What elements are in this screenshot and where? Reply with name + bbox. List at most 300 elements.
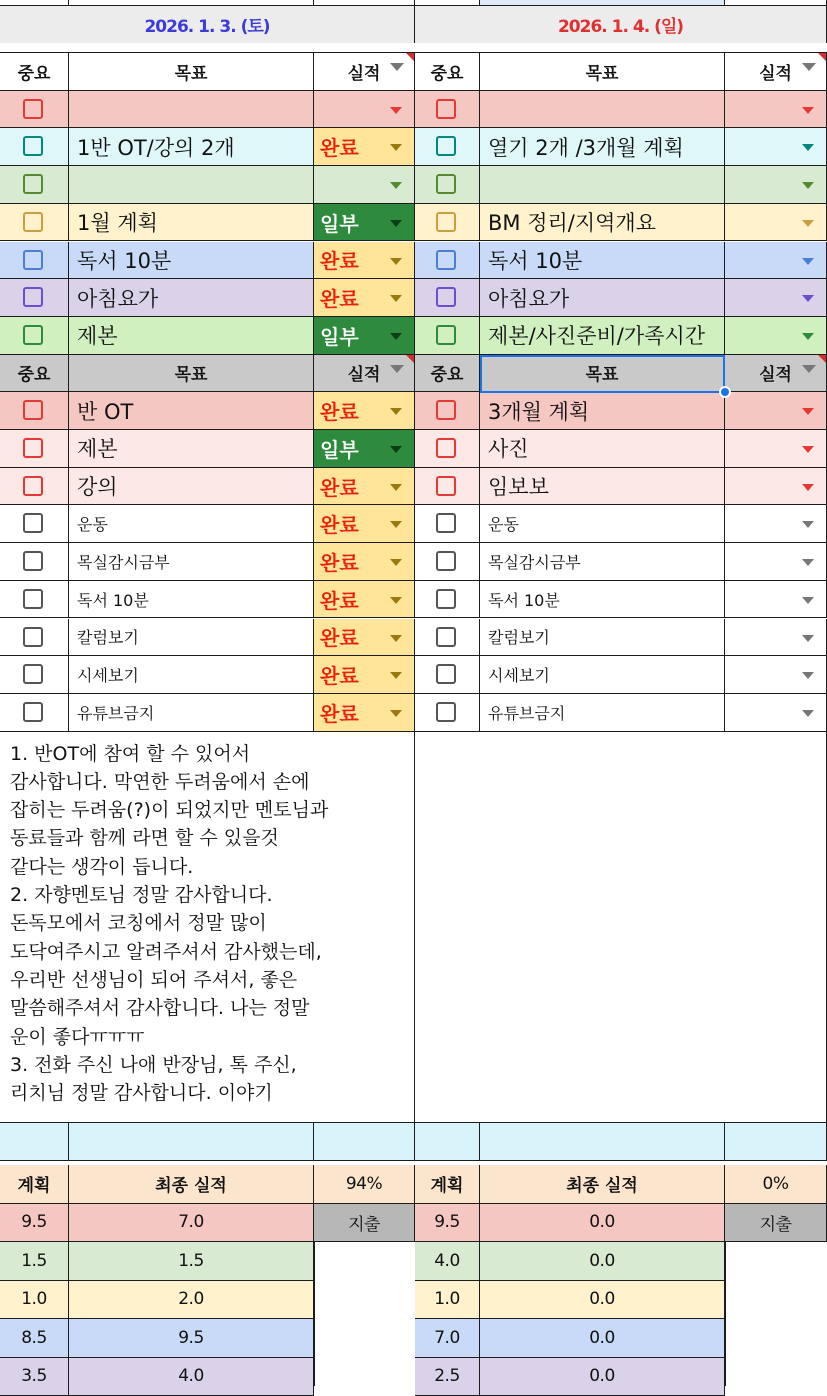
date-header-sun[interactable] <box>415 6 827 44</box>
section1-goal-header-left[interactable] <box>69 53 314 91</box>
goal-text: 제본 <box>77 320 118 350</box>
summary-plan-cell[interactable] <box>415 1242 480 1281</box>
section1-goal-cell[interactable] <box>69 242 314 280</box>
header-label: 목표 <box>175 360 208 385</box>
note-line: 잡히는 두려움(?)이 되었지만 멘토님과 <box>10 796 328 824</box>
note-line: 도닥여주시고 알려주셔서 감사했는데, <box>10 938 328 966</box>
dropdown-arrow-icon[interactable] <box>390 258 402 265</box>
dropdown-arrow-icon[interactable] <box>802 408 814 415</box>
plan-value: 4.0 <box>434 1251 460 1271</box>
summary-plan-cell[interactable] <box>0 1358 69 1396</box>
checkbox-icon[interactable] <box>23 400 43 420</box>
dropdown-arrow-icon[interactable] <box>802 446 814 453</box>
checkbox-icon[interactable] <box>436 589 456 609</box>
summary-plan-cell[interactable] <box>0 1281 69 1320</box>
section1-result-dropdown[interactable] <box>314 91 415 129</box>
checkbox-icon[interactable] <box>436 250 456 270</box>
dropdown-arrow-icon[interactable] <box>390 710 402 717</box>
final-value: 0.0 <box>589 1328 615 1348</box>
date-header-sat[interactable] <box>0 6 415 44</box>
dropdown-arrow-icon[interactable] <box>802 144 814 151</box>
section2-goal-cell[interactable] <box>69 656 314 694</box>
comment-marker-icon <box>818 355 826 363</box>
goal-text: 시세보기 <box>488 663 550 686</box>
section1-result-dropdown[interactable] <box>725 128 827 166</box>
section2-goal-cell[interactable] <box>69 619 314 657</box>
result-chip: 완료 <box>320 660 359 689</box>
plan-value: 2.5 <box>434 1366 460 1386</box>
result-chip: 완료 <box>320 622 359 651</box>
section1-goal-cell[interactable] <box>69 128 314 166</box>
checkbox-icon[interactable] <box>436 702 456 722</box>
dropdown-arrow-icon[interactable] <box>390 559 402 566</box>
result-chip: 완료 <box>320 472 359 501</box>
section2-importance-cell[interactable] <box>0 392 69 430</box>
summary-final-cell[interactable] <box>69 1242 314 1281</box>
checkbox-icon[interactable] <box>436 325 456 345</box>
section2-goal-cell[interactable] <box>480 619 725 657</box>
header-label: 실적 <box>759 360 792 385</box>
result-chip: 완료 <box>320 245 359 274</box>
summary-blank-left <box>314 1242 414 1386</box>
plan-value: 3.5 <box>21 1366 47 1386</box>
section2-goal-cell[interactable] <box>69 468 314 506</box>
final-value: 0.0 <box>589 1289 615 1309</box>
dropdown-arrow-icon[interactable] <box>390 182 402 189</box>
section2-result-dropdown[interactable] <box>725 656 827 694</box>
goal-text: 제본/사진준비/가족시간 <box>488 320 705 350</box>
section2-result-dropdown[interactable] <box>314 619 415 657</box>
header-label: 중요 <box>18 59 51 84</box>
dropdown-arrow-icon[interactable] <box>802 597 814 604</box>
section2-result-header-right[interactable] <box>725 355 827 393</box>
section2-result-dropdown[interactable] <box>725 694 827 732</box>
checkbox-icon[interactable] <box>436 664 456 684</box>
header-label: 목표 <box>586 59 619 84</box>
summary-final-cell[interactable] <box>69 1319 314 1358</box>
section2-goal-cell[interactable] <box>480 656 725 694</box>
header-label: 목표 <box>175 59 208 84</box>
goal-text: 운동 <box>488 512 519 535</box>
checkbox-icon[interactable] <box>23 287 43 307</box>
section1-importance-header-right[interactable] <box>415 53 480 91</box>
checkbox-icon[interactable] <box>23 702 43 722</box>
section1-importance-cell[interactable] <box>415 166 480 204</box>
checkbox-icon[interactable] <box>436 99 456 119</box>
summary-percent-right[interactable] <box>725 1165 827 1204</box>
goal-text: 유튜브금지 <box>488 701 565 724</box>
section2-goal-header-left[interactable] <box>69 355 314 393</box>
header-label: 중요 <box>431 360 464 385</box>
summary-final-cell[interactable] <box>480 1204 725 1243</box>
goal-text: 독서 10분 <box>488 245 582 275</box>
section2-result-dropdown[interactable] <box>314 430 415 468</box>
section1-goal-cell[interactable] <box>69 279 314 317</box>
dropdown-arrow-icon[interactable] <box>802 710 814 717</box>
section2-importance-cell[interactable] <box>415 505 480 543</box>
checkbox-icon[interactable] <box>23 99 43 119</box>
section2-importance-cell[interactable] <box>415 543 480 581</box>
section1-goal-cell[interactable] <box>480 166 725 204</box>
summary-final-header-right[interactable] <box>480 1165 725 1204</box>
dropdown-arrow-icon[interactable] <box>802 220 814 227</box>
section2-importance-cell[interactable] <box>415 468 480 506</box>
result-chip: 완료 <box>320 698 359 727</box>
checkbox-icon[interactable] <box>23 476 43 496</box>
dropdown-arrow-icon[interactable] <box>802 672 814 679</box>
summary-percent-left[interactable] <box>314 1165 415 1204</box>
checkbox-icon[interactable] <box>436 212 456 232</box>
section2-result-dropdown[interactable] <box>725 543 827 581</box>
summary-plan-header-left[interactable] <box>0 1165 69 1204</box>
goal-text: BM 정리/지역개요 <box>488 207 656 237</box>
comment-marker-icon <box>818 53 826 61</box>
checkbox-icon[interactable] <box>23 136 43 156</box>
section2-result-dropdown[interactable] <box>314 505 415 543</box>
section1-importance-cell[interactable] <box>0 128 69 166</box>
summary-plan-cell[interactable] <box>415 1204 480 1243</box>
summary-plan-cell[interactable] <box>0 1204 69 1243</box>
checkbox-icon[interactable] <box>436 627 456 647</box>
section2-goal-cell[interactable] <box>69 392 314 430</box>
result-chip: 일부 <box>320 208 359 237</box>
section2-importance-cell[interactable] <box>0 656 69 694</box>
result-chip: 일부 <box>320 321 359 350</box>
section1-goal-cell[interactable] <box>480 204 725 242</box>
summary-blank-right <box>725 1242 826 1386</box>
section2-goal-cell[interactable] <box>480 505 725 543</box>
section2-importance-cell[interactable] <box>415 619 480 657</box>
goal-text: 반 OT <box>77 396 133 426</box>
section1-result-header-right[interactable] <box>725 53 827 91</box>
checkbox-icon[interactable] <box>23 664 43 684</box>
section2-importance-header-left[interactable] <box>0 355 69 393</box>
dropdown-arrow-icon[interactable] <box>390 446 402 453</box>
header-label: 최종 실적 <box>566 1171 638 1196</box>
section2-importance-cell[interactable] <box>415 694 480 732</box>
section1-importance-cell[interactable] <box>415 279 480 317</box>
checkbox-icon[interactable] <box>436 551 456 571</box>
goal-text: 유튜브금지 <box>77 701 154 724</box>
section1-importance-cell[interactable] <box>415 242 480 280</box>
note-line: 2. 자향멘토님 정말 감사합니다. <box>10 881 328 909</box>
section1-goal-cell[interactable] <box>480 242 725 280</box>
section2-result-dropdown[interactable] <box>314 468 415 506</box>
summary-plan-cell[interactable] <box>415 1319 480 1358</box>
note-line: 1. 반OT에 참여 할 수 있어서 <box>10 740 328 768</box>
checkbox-icon[interactable] <box>23 325 43 345</box>
section2-result-dropdown[interactable] <box>314 543 415 581</box>
section1-result-dropdown[interactable] <box>725 204 827 242</box>
dropdown-arrow-icon[interactable] <box>390 144 402 151</box>
dropdown-arrow-icon[interactable] <box>802 333 814 340</box>
summary-plan-cell[interactable] <box>0 1242 69 1281</box>
section2-importance-cell[interactable] <box>415 581 480 619</box>
section2-result-dropdown[interactable] <box>314 392 415 430</box>
section1-result-dropdown[interactable] <box>725 166 827 204</box>
header-label: 실적 <box>759 59 792 84</box>
dropdown-arrow-icon[interactable] <box>390 295 402 302</box>
summary-final-cell[interactable] <box>480 1281 725 1320</box>
filter-dropdown-icon[interactable] <box>802 63 816 71</box>
goal-text: 독서 10분 <box>77 588 149 611</box>
section1-result-dropdown[interactable] <box>314 279 415 317</box>
section1-goal-cell[interactable] <box>480 91 725 129</box>
goal-text: 임보보 <box>488 471 549 501</box>
dropdown-arrow-icon[interactable] <box>390 408 402 415</box>
section1-result-dropdown[interactable] <box>314 166 415 204</box>
filter-dropdown-icon[interactable] <box>390 365 404 373</box>
gratitude-notes-left[interactable] <box>0 732 415 1123</box>
section1-importance-cell[interactable] <box>415 317 480 355</box>
dropdown-arrow-icon[interactable] <box>390 220 402 227</box>
plan-value: 9.5 <box>434 1212 460 1232</box>
section2-importance-cell[interactable] <box>415 430 480 468</box>
dropdown-arrow-icon[interactable] <box>390 672 402 679</box>
section1-importance-cell[interactable] <box>415 204 480 242</box>
filter-dropdown-icon[interactable] <box>390 63 404 71</box>
section2-result-dropdown[interactable] <box>314 581 415 619</box>
comment-marker-icon <box>406 355 414 363</box>
section1-goal-header-right[interactable] <box>480 53 725 91</box>
section2-result-dropdown[interactable] <box>725 581 827 619</box>
dropdown-arrow-icon[interactable] <box>390 521 402 528</box>
dropdown-arrow-icon[interactable] <box>390 107 402 114</box>
dropdown-arrow-icon[interactable] <box>390 635 402 642</box>
final-value: 0.0 <box>589 1366 615 1386</box>
date-label: 2026. 1. 4. (일) <box>558 12 683 37</box>
section2-result-dropdown[interactable] <box>725 468 827 506</box>
note-line: 감사합니다. 막연한 두려움에서 손에 <box>10 768 328 796</box>
section2-goal-cell[interactable] <box>480 392 725 430</box>
checkbox-icon[interactable] <box>23 438 43 458</box>
checkbox-icon[interactable] <box>436 287 456 307</box>
summary-spacer-cell[interactable] <box>69 1123 314 1161</box>
checkbox-icon[interactable] <box>436 400 456 420</box>
goal-text: 강의 <box>77 471 118 501</box>
dropdown-arrow-icon[interactable] <box>802 559 814 566</box>
section1-goal-cell[interactable] <box>480 317 725 355</box>
note-line: 우리반 선생님이 되어 주셔서, 좋은 <box>10 966 328 994</box>
summary-spacer-cell[interactable] <box>415 1123 480 1161</box>
header-label: 실적 <box>348 59 381 84</box>
goal-text: 1월 계획 <box>77 207 158 237</box>
summary-spacer-cell[interactable] <box>480 1123 725 1161</box>
section2-importance-cell[interactable] <box>0 543 69 581</box>
section2-goal-cell[interactable] <box>69 581 314 619</box>
dropdown-arrow-icon[interactable] <box>390 597 402 604</box>
header-label: 계획 <box>431 1171 464 1196</box>
goal-text: 목실감시금부 <box>488 550 581 573</box>
section1-importance-cell[interactable] <box>0 166 69 204</box>
section1-importance-cell[interactable] <box>415 91 480 129</box>
summary-spacer-cell[interactable] <box>0 1123 69 1161</box>
goal-text: 칼럼보기 <box>77 625 139 648</box>
summary-spacer-cell[interactable] <box>725 1123 827 1161</box>
section2-importance-cell[interactable] <box>415 656 480 694</box>
goal-text: 목실감시금부 <box>77 550 170 573</box>
section1-result-dropdown[interactable] <box>314 204 415 242</box>
percent-value: 0% <box>763 1174 789 1194</box>
section2-goal-cell[interactable] <box>480 543 725 581</box>
section2-importance-header-right[interactable] <box>415 355 480 393</box>
header-label: 최종 실적 <box>155 1171 227 1196</box>
section1-result-dropdown[interactable] <box>314 317 415 355</box>
submit-label: 지출 <box>760 1210 792 1235</box>
note-line: 돈독모에서 코칭에서 정말 많이 <box>10 909 328 937</box>
filter-dropdown-icon[interactable] <box>802 365 816 373</box>
summary-final-cell[interactable] <box>69 1281 314 1320</box>
section2-result-dropdown[interactable] <box>314 694 415 732</box>
section1-goal-cell[interactable] <box>69 166 314 204</box>
checkbox-icon[interactable] <box>23 513 43 533</box>
checkbox-icon[interactable] <box>23 212 43 232</box>
note-line: 운이 좋다ㅠㅠㅠ <box>10 1023 328 1051</box>
note-line: 리치님 정말 감사합니다. 이야기 <box>10 1079 328 1107</box>
summary-final-cell[interactable] <box>480 1358 725 1396</box>
section2-goal-cell[interactable] <box>69 430 314 468</box>
summary-plan-header-right[interactable] <box>415 1165 480 1204</box>
section1-result-dropdown[interactable] <box>314 128 415 166</box>
goal-text: 칼럼보기 <box>488 625 550 648</box>
section1-result-dropdown[interactable] <box>725 242 827 280</box>
section1-result-dropdown[interactable] <box>725 317 827 355</box>
dropdown-arrow-icon[interactable] <box>390 484 402 491</box>
section2-goal-cell[interactable] <box>480 468 725 506</box>
section2-importance-cell[interactable] <box>415 392 480 430</box>
comment-marker-icon <box>406 53 414 61</box>
summary-plan-cell[interactable] <box>415 1358 480 1396</box>
checkbox-icon[interactable] <box>23 174 43 194</box>
dropdown-arrow-icon[interactable] <box>802 295 814 302</box>
note-line: 3. 전화 주신 나애 반장님, 톡 주신, <box>10 1051 328 1079</box>
summary-plan-cell[interactable] <box>0 1319 69 1358</box>
summary-final-cell[interactable] <box>69 1204 314 1243</box>
summary-spacer-cell[interactable] <box>314 1123 415 1161</box>
result-chip: 일부 <box>320 434 359 463</box>
section2-goal-cell[interactable] <box>480 581 725 619</box>
section2-importance-cell[interactable] <box>0 619 69 657</box>
section1-result-dropdown[interactable] <box>314 242 415 280</box>
section1-goal-cell[interactable] <box>480 279 725 317</box>
header-label: 실적 <box>348 360 381 385</box>
submit-button-right[interactable] <box>725 1204 827 1243</box>
goal-text: 독서 10분 <box>488 588 560 611</box>
section2-goal-cell[interactable] <box>480 430 725 468</box>
note-line: 동료들과 함께 라면 할 수 있을것 <box>10 824 328 852</box>
summary-final-cell[interactable] <box>69 1358 314 1396</box>
checkbox-icon[interactable] <box>23 551 43 571</box>
section1-goal-cell[interactable] <box>69 317 314 355</box>
section1-importance-cell[interactable] <box>415 128 480 166</box>
section2-goal-cell[interactable] <box>69 543 314 581</box>
final-value: 9.5 <box>178 1328 204 1348</box>
section2-result-dropdown[interactable] <box>725 392 827 430</box>
section2-importance-cell[interactable] <box>0 581 69 619</box>
goal-text: 운동 <box>77 512 108 535</box>
final-value: 0.0 <box>589 1212 615 1232</box>
section2-result-dropdown[interactable] <box>314 656 415 694</box>
section1-importance-cell[interactable] <box>0 317 69 355</box>
gratitude-notes-right[interactable] <box>415 732 827 1123</box>
checkbox-icon[interactable] <box>436 174 456 194</box>
section1-importance-cell[interactable] <box>0 91 69 129</box>
final-value: 7.0 <box>178 1212 204 1232</box>
checkbox-icon[interactable] <box>23 589 43 609</box>
section2-goal-cell[interactable] <box>69 694 314 732</box>
section2-goal-cell[interactable] <box>480 694 725 732</box>
goal-text: 아침요가 <box>488 283 569 313</box>
section1-importance-header-left[interactable] <box>0 53 69 91</box>
submit-label: 지출 <box>348 1210 380 1235</box>
header-divider <box>0 43 827 53</box>
dropdown-arrow-icon[interactable] <box>802 107 814 114</box>
goal-text: 열기 2개 /3개월 계획 <box>488 132 684 162</box>
section2-importance-cell[interactable] <box>0 694 69 732</box>
dropdown-arrow-icon[interactable] <box>802 521 814 528</box>
summary-final-header-left[interactable] <box>69 1165 314 1204</box>
summary-plan-cell[interactable] <box>415 1281 480 1320</box>
final-value: 2.0 <box>178 1289 204 1309</box>
checkbox-icon[interactable] <box>23 627 43 647</box>
section1-importance-cell[interactable] <box>0 242 69 280</box>
result-chip: 완료 <box>320 132 359 161</box>
goal-text: 3개월 계획 <box>488 396 589 426</box>
plan-value: 1.0 <box>434 1289 460 1309</box>
goal-text: 1반 OT/강의 2개 <box>77 132 235 162</box>
section1-goal-cell[interactable] <box>69 91 314 129</box>
section1-goal-cell[interactable] <box>69 204 314 242</box>
summary-final-cell[interactable] <box>480 1319 725 1358</box>
section1-result-dropdown[interactable] <box>725 91 827 129</box>
section2-importance-cell[interactable] <box>0 468 69 506</box>
section2-result-dropdown[interactable] <box>725 430 827 468</box>
dropdown-arrow-icon[interactable] <box>802 258 814 265</box>
checkbox-icon[interactable] <box>436 136 456 156</box>
dropdown-arrow-icon[interactable] <box>802 635 814 642</box>
section2-result-dropdown[interactable] <box>725 505 827 543</box>
goal-text: 아침요가 <box>77 283 158 313</box>
section2-importance-cell[interactable] <box>0 430 69 468</box>
section2-goal-cell[interactable] <box>69 505 314 543</box>
section1-result-header-left[interactable] <box>314 53 415 91</box>
dropdown-arrow-icon[interactable] <box>390 333 402 340</box>
submit-button-left[interactable] <box>314 1204 415 1243</box>
section1-importance-cell[interactable] <box>0 204 69 242</box>
plan-value: 9.5 <box>21 1212 47 1232</box>
section1-importance-cell[interactable] <box>0 279 69 317</box>
header-label: 중요 <box>431 59 464 84</box>
checkbox-icon[interactable] <box>436 476 456 496</box>
summary-final-cell[interactable] <box>480 1242 725 1281</box>
checkbox-icon[interactable] <box>23 250 43 270</box>
plan-value: 1.0 <box>21 1289 47 1309</box>
section2-result-header-left[interactable] <box>314 355 415 393</box>
section1-result-dropdown[interactable] <box>725 279 827 317</box>
section1-goal-cell[interactable] <box>480 128 725 166</box>
result-chip: 완료 <box>320 283 359 312</box>
section2-importance-cell[interactable] <box>0 505 69 543</box>
plan-value: 1.5 <box>21 1251 47 1271</box>
goal-text: 사진 <box>488 433 529 463</box>
checkbox-icon[interactable] <box>436 513 456 533</box>
note-line: 말씀해주셔서 감사합니다. 나는 정말 <box>10 994 328 1022</box>
checkbox-icon[interactable] <box>436 438 456 458</box>
dropdown-arrow-icon[interactable] <box>802 182 814 189</box>
section2-result-dropdown[interactable] <box>725 619 827 657</box>
dropdown-arrow-icon[interactable] <box>802 484 814 491</box>
final-value: 0.0 <box>589 1251 615 1271</box>
